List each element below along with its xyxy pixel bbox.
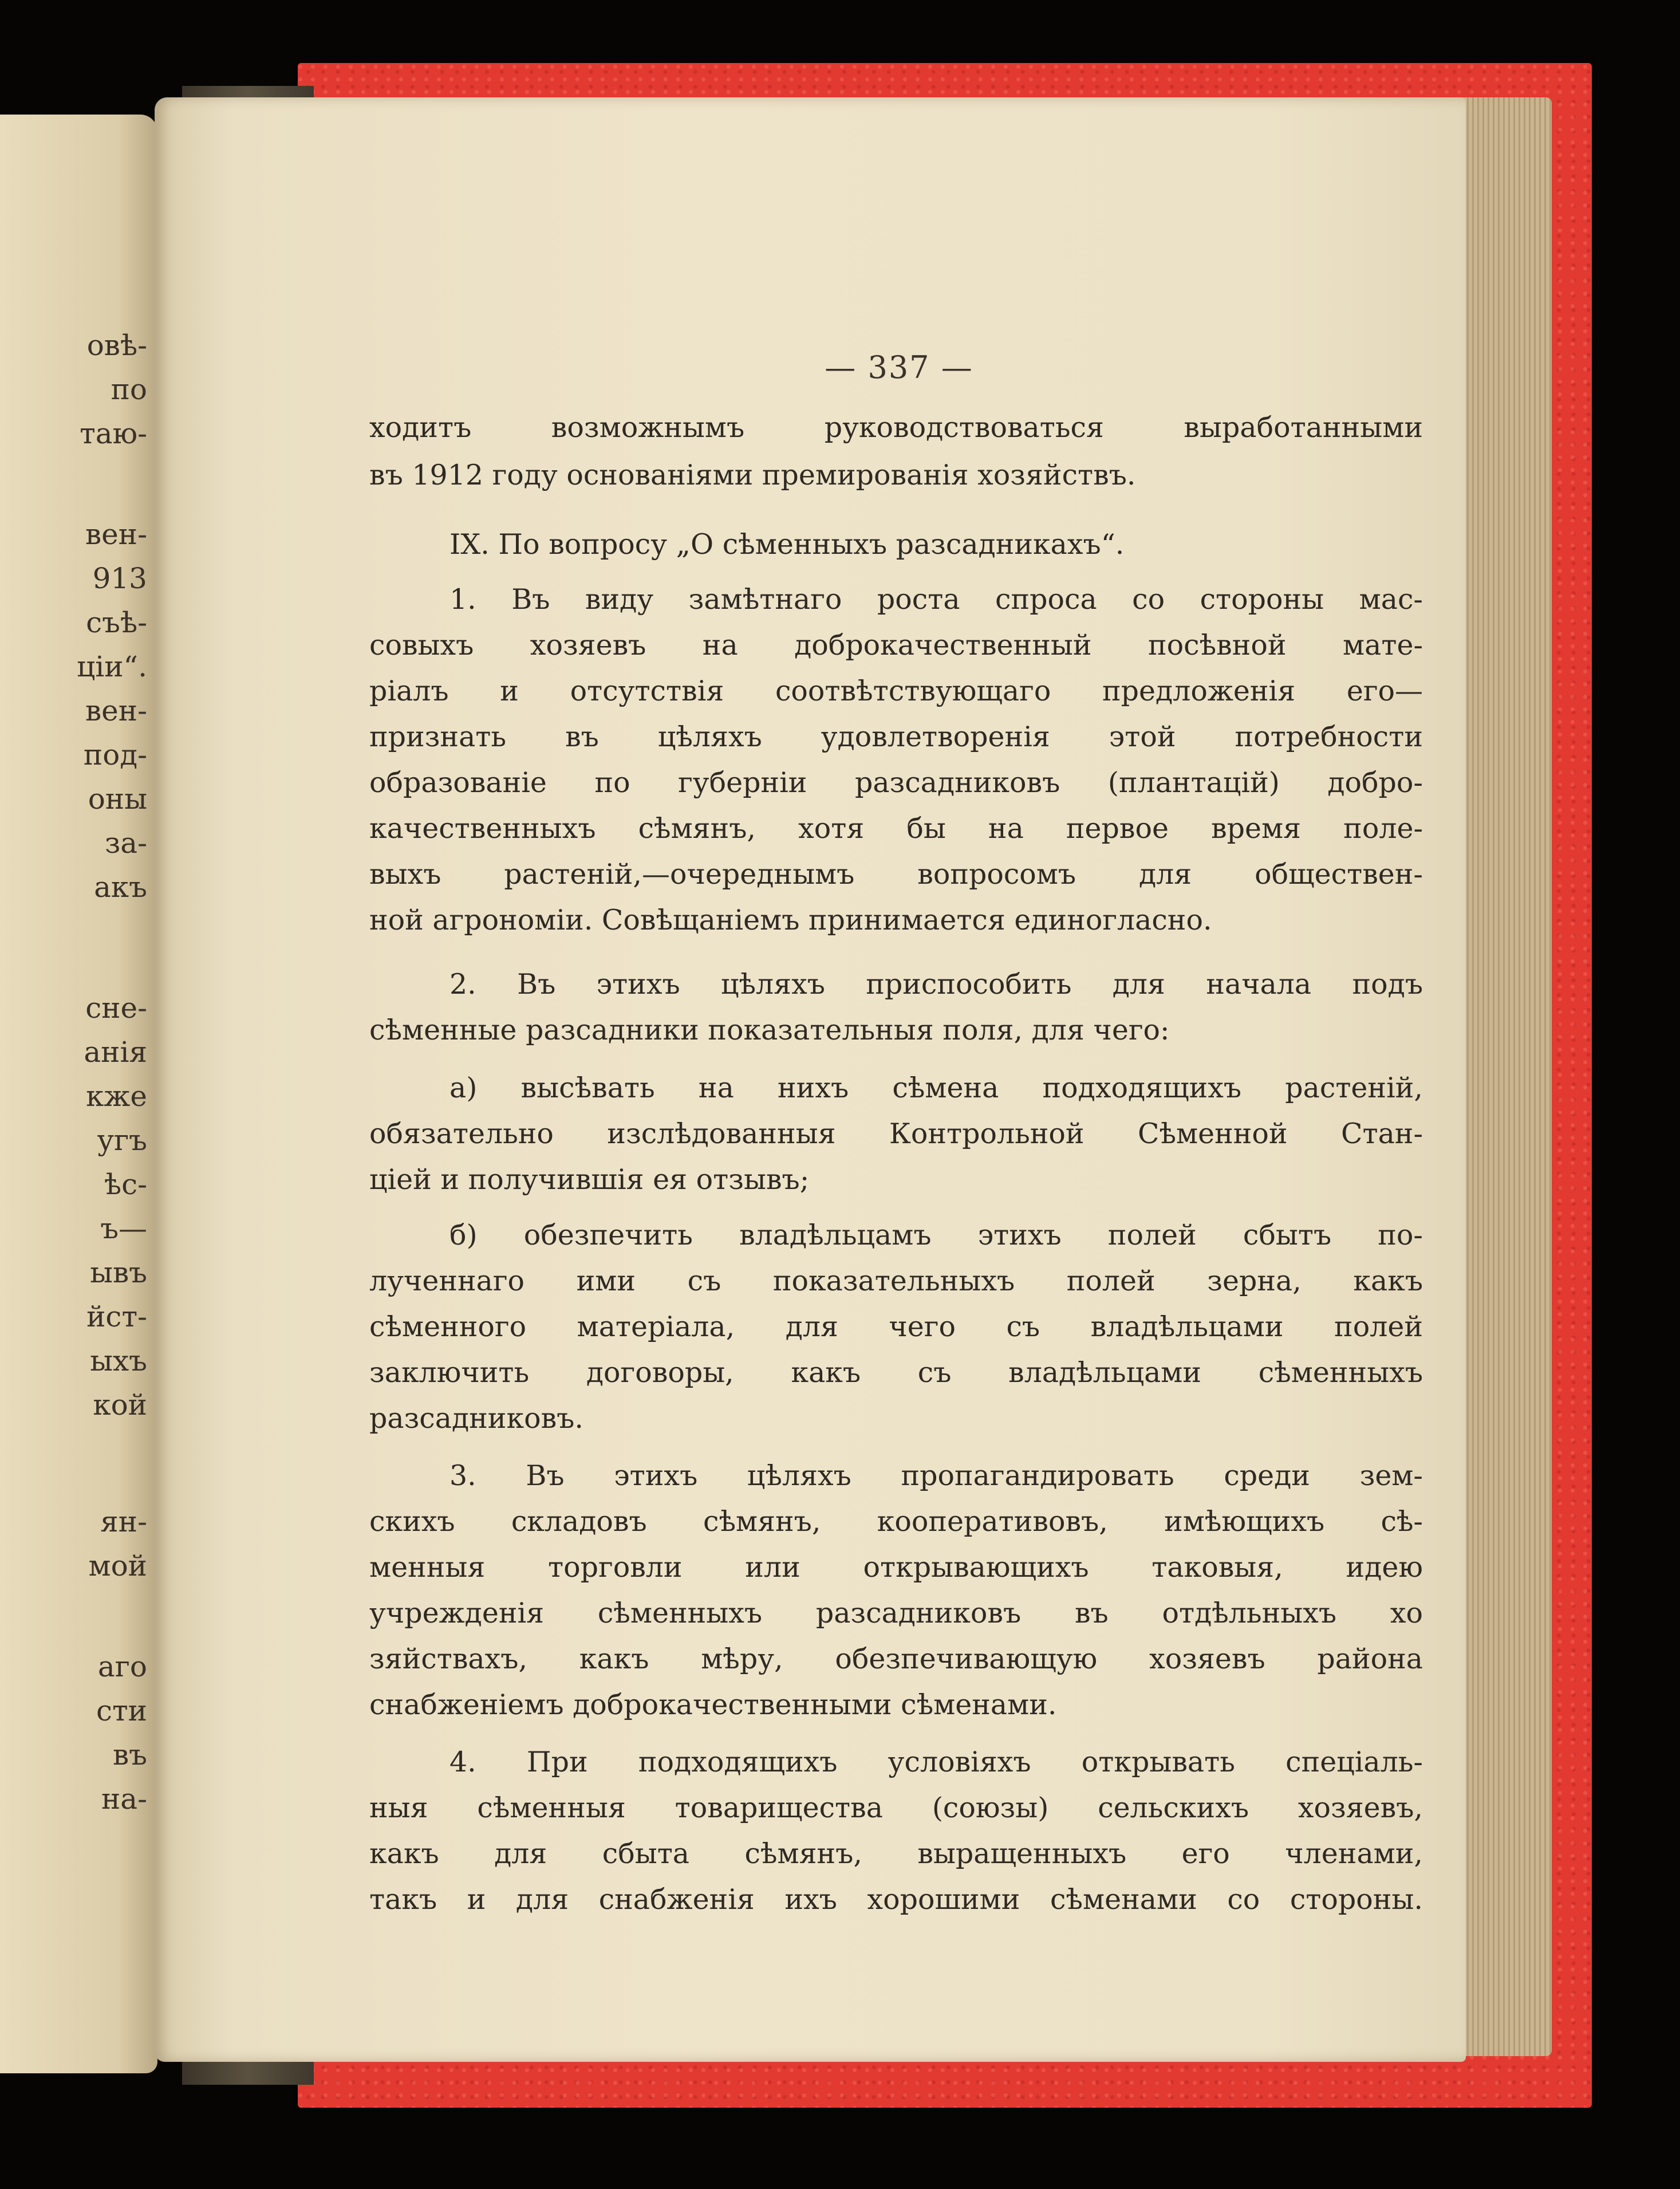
left-page-fragment: 913	[92, 562, 147, 595]
book-page	[155, 97, 1466, 2062]
text-line: зяйствахъ, какъ мѣру, обезпечивающую хозяевъ района	[369, 1643, 1423, 1675]
text-line: а) высѣвать на нихъ сѣмена подходящихъ растеній,	[449, 1072, 1423, 1104]
text-line: какъ для сбыта сѣмянъ, выращенныхъ его членами,	[369, 1837, 1423, 1870]
text-line: снабженіемъ доброкачественными сѣменами.	[369, 1688, 1057, 1721]
left-page-fragment: аго	[97, 1650, 147, 1683]
text-line: сѣменного матеріала, для чего съ владѣльцами полей	[369, 1310, 1423, 1343]
left-page-fragment: мой	[88, 1549, 147, 1582]
left-page-fragment: таю-	[80, 417, 147, 450]
left-page-fragment: ъ—	[100, 1212, 147, 1245]
text-line: б) обезпечить владѣльцамъ этихъ полей сбытъ по-	[449, 1219, 1423, 1251]
left-page-fragment: акъ	[94, 871, 147, 904]
page-number: — 337 —	[825, 349, 973, 385]
left-page-fragment: вен-	[85, 518, 147, 551]
left-page-fragment: анія	[84, 1036, 147, 1069]
left-page-fragment: под-	[83, 738, 147, 771]
left-page-fragment: йст-	[86, 1300, 147, 1333]
text-line: ріалъ и отсутствія соотвѣтствующаго предложенія его—	[369, 675, 1423, 707]
text-line: разсадниковъ.	[369, 1402, 583, 1435]
text-line: признать въ цѣляхъ удовлетворенія этой потребности	[369, 721, 1423, 753]
text-line: 3. Въ этихъ цѣляхъ пропагандировать среди зем-	[449, 1459, 1423, 1492]
left-page-fragment: угъ	[97, 1124, 147, 1157]
text-line: ныя сѣменныя товарищества (союзы) сельскихъ хозяевъ,	[369, 1792, 1423, 1824]
left-page-fragment: за-	[105, 826, 147, 860]
left-page-fragment: овѣ-	[86, 329, 147, 362]
left-page-fragment: ціи“.	[77, 650, 147, 683]
left-page-fragment: оны	[88, 782, 147, 816]
left-page-fragment: сти	[96, 1694, 147, 1727]
text-line: менныя торговли или открывающихъ таковыя, идею	[369, 1551, 1423, 1584]
left-page-fragment: вен-	[85, 694, 147, 727]
text-line: такъ и для снабженія ихъ хорошими сѣменами со стороны.	[369, 1883, 1423, 1916]
left-page-fragment: ян-	[100, 1505, 147, 1538]
left-page-fragment: ывъ	[90, 1256, 147, 1289]
text-line: образованіе по губерніи разсадниковъ (плантацій) добро-	[369, 766, 1423, 799]
text-line: выхъ растеній,—очереднымъ вопросомъ для обществен-	[369, 858, 1423, 891]
left-page-fragment: ыхъ	[90, 1344, 147, 1377]
text-line: заключить договоры, какъ съ владѣльцами сѣменныхъ	[369, 1356, 1423, 1389]
left-page	[0, 115, 157, 2073]
text-line: учрежденія сѣменныхъ разсадниковъ въ отдѣльныхъ хо	[369, 1597, 1423, 1629]
text-line: 1. Въ виду замѣтнаго роста спроса со стороны мас-	[449, 583, 1423, 616]
left-page-fragment: въ	[113, 1738, 147, 1771]
left-page-fragment: по	[111, 373, 147, 406]
left-page-fragment: сне-	[85, 991, 147, 1025]
text-line: ходитъ возможнымъ руководствоваться выработанными	[369, 411, 1423, 444]
left-page-fragment: кже	[86, 1080, 147, 1113]
text-line: скихъ складовъ сѣмянъ, кооперативовъ, имѣющихъ сѣ-	[369, 1505, 1423, 1538]
text-line: обязательно изслѣдованныя Контрольной Сѣменной Стан-	[369, 1117, 1423, 1150]
left-page-fragment: на-	[101, 1782, 147, 1816]
left-page-fragment: ѣс-	[104, 1168, 147, 1201]
left-page-fragment: съѣ-	[86, 606, 147, 639]
section-heading: IX. По вопросу „О сѣменныхъ разсадникахъ“.	[449, 528, 1125, 561]
text-line: ціей и получившія ея отзывъ;	[369, 1163, 810, 1196]
text-line: совыхъ хозяевъ на доброкачественный посѣвной мате-	[369, 629, 1423, 662]
left-page-fragment: кой	[93, 1388, 147, 1422]
text-line: сѣменные разсадники показательныя поля, для чего:	[369, 1014, 1170, 1046]
text-line: ной агрономіи. Совѣщаніемъ принимается единогласно.	[369, 904, 1212, 936]
text-line: въ 1912 году основаніями премированія хозяйствъ.	[369, 459, 1136, 491]
text-line: 4. При подходящихъ условіяхъ открывать спеціаль-	[449, 1746, 1423, 1778]
text-line: лученнаго ими съ показательныхъ полей зерна, какъ	[369, 1265, 1423, 1297]
text-line: 2. Въ этихъ цѣляхъ приспособить для начала подъ	[449, 968, 1423, 1001]
text-line: качественныхъ сѣмянъ, хотя бы на первое время поле-	[369, 812, 1423, 845]
